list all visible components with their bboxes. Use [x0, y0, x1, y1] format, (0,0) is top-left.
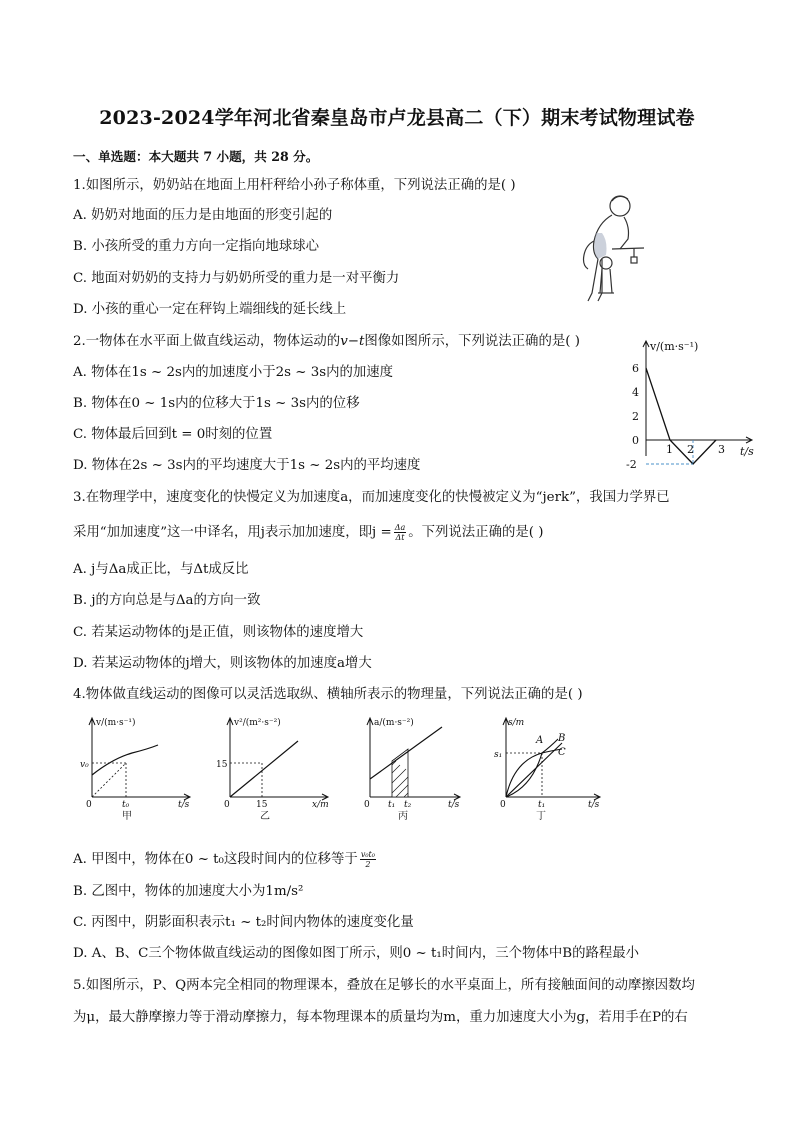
q4-jia-xlabel: t/s [178, 800, 190, 810]
section-heading: 一、单选题：本大题共 7 小题，共 28 分。 [73, 149, 319, 164]
q2-xtick-3: 3 [718, 443, 725, 456]
q4-ding-t1: t₁ [538, 800, 546, 810]
q2-ytick-neg2: -2 [626, 458, 637, 468]
q4-option-a: A. 甲图中，物体在0 ~ t₀这段时间内的位移等于 $\frac{\text{v₀t₀}}{2}$ [73, 850, 375, 869]
q2-option-a: A. 物体在1s ~ 2s内的加速度小于2s ~ 3s内的加速度 [73, 365, 394, 380]
q2-vt-graph [620, 338, 760, 468]
q3-option-c: C. 若某运动物体的j是正值，则该物体的速度增大 [73, 625, 364, 640]
q4-jia-origin: 0 [86, 800, 92, 810]
q4-yi-y15: 15 [216, 760, 228, 770]
q4-graph-yi [216, 713, 338, 823]
q4-bing-caption: 丙 [398, 811, 408, 822]
q4-yi-caption: 乙 [260, 811, 270, 822]
q4-ding-xlabel: t/s [588, 800, 600, 810]
q4-graph-jia [78, 713, 198, 823]
q4-option-b: B. 乙图中，物体的加速度大小为1m/s² [73, 884, 304, 899]
q4-bing-shaded-area [392, 749, 408, 797]
q4-jia-curve [92, 745, 158, 775]
q4-yi-origin: 0 [224, 800, 230, 810]
q3-option-a: A. j与Δa成正比，与Δt成反比 [73, 562, 249, 577]
q2-ytick-6: 6 [632, 362, 639, 375]
q1-option-c: C. 地面对奶奶的支持力与奶奶所受的重力是一对平衡力 [73, 271, 400, 286]
q4-yi-ylabel: v²/(m²·s⁻²) [234, 718, 281, 728]
q2-stem: 2.一物体在水平面上做直线运动，物体运动的v−t图像如图所示，下列说法正确的是( ) [73, 334, 580, 349]
q2-option-b: B. 物体在0 ~ 1s内的位移大于1s ~ 3s内的位移 [73, 396, 360, 411]
q4-ding-origin: 0 [500, 800, 506, 810]
q1-figure-grandma-steelyard [572, 193, 652, 308]
q4-option-c: C. 丙图中，阴影面积表示t₁ ~ t₂时间内物体的速度变化量 [73, 915, 414, 930]
q1-option-a: A. 奶奶对地面的压力是由地面的形变引起的 [73, 208, 333, 223]
q1-option-d: D. 小孩的重心一定在秤钩上端细线的延长线上 [73, 302, 347, 317]
q3-stem-line1: 3.在物理学中，速度变化的快慢定义为加速度a，而加速度变化的快慢被定义为“jerk”，我国力学界已 [73, 490, 670, 505]
q4-bing-xlabel: t/s [448, 800, 460, 810]
q4-jia-t0: t₀ [122, 800, 130, 810]
q2-xtick-1: 1 [666, 443, 673, 456]
q3-option-d: D. 若某运动物体的j增大，则该物体的加速度a增大 [73, 656, 372, 671]
q2-ytick-2: 2 [632, 410, 639, 423]
q1-option-b: B. 小孩所受的重力方向一定指向地球球心 [73, 239, 319, 254]
q4-ding-s1: s₁ [494, 750, 503, 760]
q4-bing-origin: 0 [364, 800, 370, 810]
q4-yi-x15: 15 [256, 800, 268, 810]
q3-option-b: B. j的方向总是与Δa的方向一致 [73, 593, 261, 608]
q1-stem: 1.如图所示，奶奶站在地面上用杆秤给小孙子称体重，下列说法正确的是( ) [73, 178, 516, 193]
q4-ding-label-a: A [536, 735, 544, 746]
q4-ding-ylabel: s/m [508, 718, 525, 728]
q4-option-d: D. A、B、C三个物体做直线运动的图像如图丁所示，则0 ~ t₁时间内，三个物体中B的路程最小 [73, 946, 640, 961]
q2-xtick-2: 2 [687, 443, 694, 456]
q2-vt-line [646, 368, 716, 464]
q5-stem-line1: 5.如图所示，P、Q两本完全相同的物理课本，叠放在足够长的水平桌面上，所有接触面间的动摩擦因数均 [73, 978, 695, 993]
q4-jia-v0: v₀ [80, 760, 89, 770]
q2-y-label: v/(m·s⁻¹) [650, 340, 699, 353]
q4-ding-label-b: B [558, 733, 566, 744]
q2-option-d: D. 物体在2s ~ 3s内的平均速度大于1s ~ 2s内的平均速度 [73, 458, 421, 473]
page-title: 2023-2024学年河北省秦皇岛市卢龙县高二（下）期末考试物理试卷 [99, 107, 695, 129]
q4-graph-bing [356, 713, 468, 823]
q3-stem-line2: 采用“加加速度”这一中译名，用j表示加加速度，即j = $\frac{\Delta a}{\Delta t}$ 。下列说法正确的是( ) [73, 523, 544, 542]
q4-ding-line-b [506, 743, 562, 797]
q4-bing-ylabel: a/(m·s⁻²) [374, 718, 414, 728]
q4-yi-line [230, 741, 298, 797]
q4-option-a-fraction: $\frac{\text{v₀t₀}}{2}$ [360, 850, 375, 869]
q4-ding-label-c: C [558, 747, 566, 758]
q4-bing-t2: t₂ [404, 800, 412, 810]
q3-fraction: $\frac{\Delta a}{\Delta t}$ [394, 523, 406, 542]
q2-ytick-0: 0 [632, 434, 639, 447]
q2-x-label: t/s [740, 445, 754, 458]
q4-graph-ding [492, 713, 608, 823]
q4-ding-caption: 丁 [536, 811, 546, 822]
q4-jia-ylabel: v/(m·s⁻¹) [96, 718, 136, 728]
q4-stem: 4.物体做直线运动的图像可以灵活选取纵、横轴所表示的物理量，下列说法正确的是( ) [73, 687, 583, 702]
q5-stem-line2: 为μ，最大静摩擦力等于滑动摩擦力，每本物理课本的质量均为m，重力加速度大小为g，若用手在P的右 [73, 1010, 688, 1025]
q4-jia-caption: 甲 [122, 811, 132, 822]
q4-yi-xlabel: x/m [312, 800, 329, 810]
q2-option-c: C. 物体最后回到t = 0时刻的位置 [73, 427, 273, 442]
q4-ding-curve-a [506, 739, 558, 797]
q4-bing-t1: t₁ [388, 800, 396, 810]
q2-ytick-4: 4 [632, 386, 639, 399]
